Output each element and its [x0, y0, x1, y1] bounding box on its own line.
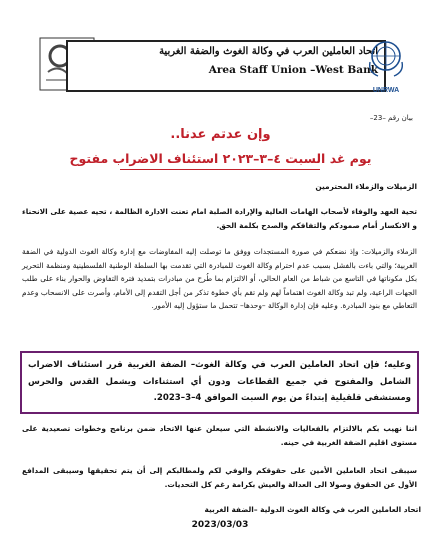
title-underline [120, 169, 320, 170]
commitment-paragraph: سيبقى اتحاد العاملين الأمين على حقوقكم والوفي لكم ولمطالبكم إلى أن يتم تحقيقها وسيبقى المدافع الأول عن الحقوق وصولا الى العدالة والعيش بكرامة رغم كل التحديات. [22, 466, 417, 489]
header-title-box [66, 40, 386, 92]
greeting-paragraph: تحية العهد والوفاء لأصحاب الهامات العالية والإرادة الصلبة امام تعنت الادارة الظالمة ، تحيه عصية على الانحناء و الانكسار أمام صمودكم والتفافكم والصدح بكلمة الحق. [22, 207, 417, 230]
strike-announcement-title: يوم غد السبت ٤–٣–٢٠٢٣ استئناف الاضراب مفتوح [69, 151, 372, 166]
signature-line: اتحاد العاملين العرب في وكالة الغوث الدولية –الضفة الغربية [204, 505, 421, 514]
un-emblem-icon [364, 36, 408, 82]
header-title-arabic: اتحاد العاملين العرب في وكالة الغوث والضفة الغربية [159, 46, 378, 57]
salutation: الزميلات والزملاء المحترمين [315, 182, 417, 191]
call-to-action-paragraph: اننا نهيب بكم بالالتزام بالفعاليات والانشطة التي سيعلن عنها الاتحاد ضمن برنامج وخطوات تصعيدية على مستوى اقليم الضفة الغربية في حينه. [22, 424, 417, 447]
statement-number: بيان رقم –23– [369, 114, 413, 122]
issue-date: 2023/03/03 [191, 520, 249, 530]
decision-box [20, 351, 419, 414]
header-title-english: Area Staff Union –West Bank [208, 64, 378, 76]
unrwa-logo [364, 36, 408, 94]
update-paragraph: الزملاء والزميلات: وإذ نضعكم في صورة المستجدات ووفق ما توصلت إليه المفاوضات مع إدارة وكالة الغوث الدولية في الضفة الغربية؛ والتي باءت بالفشل بسبب عدم احترام وكالة الغوث للمبادرة التي تقدمت بها السلطة الوطنية الفلسطينية ومنظمة التحرير بكل مكوناتها في التاسع من شباط من العام الحالي، أو الالتزام بما طُرح من مبادرات بتمديد فترة التفاوض والحوار بناء على طلب الجهات الراعية، ولم تبد وكالة الغوث اهتماماً لهم ولم تقم بأي خطوة تذكر من أجل التقدم إلى الأمام، وأصرت على الانسحاب وعدم التعاطي مع بنود المبادرة. وعليه فإن إدارة الوكالة –وحدها– تتحمل ما ستؤول إليه الأمور. [22, 247, 417, 311]
letterhead [38, 34, 408, 96]
headline: وإن عدتم عدنا.. [170, 127, 271, 142]
decision-text: وعليه؛ فإن اتحاد العاملين العرب في وكالة الغوث– الضفة الغربية قرر استئناف الاضراب الشامل والمفتوح في جميع القطاعات ودون أي استثناءات ويشمل القدس والحرس ومستشفى قلقيلية إبتداءً من يوم السبت الموافق 4–3–2023. [28, 360, 411, 403]
unrwa-wordmark: UNRWA [372, 87, 400, 94]
